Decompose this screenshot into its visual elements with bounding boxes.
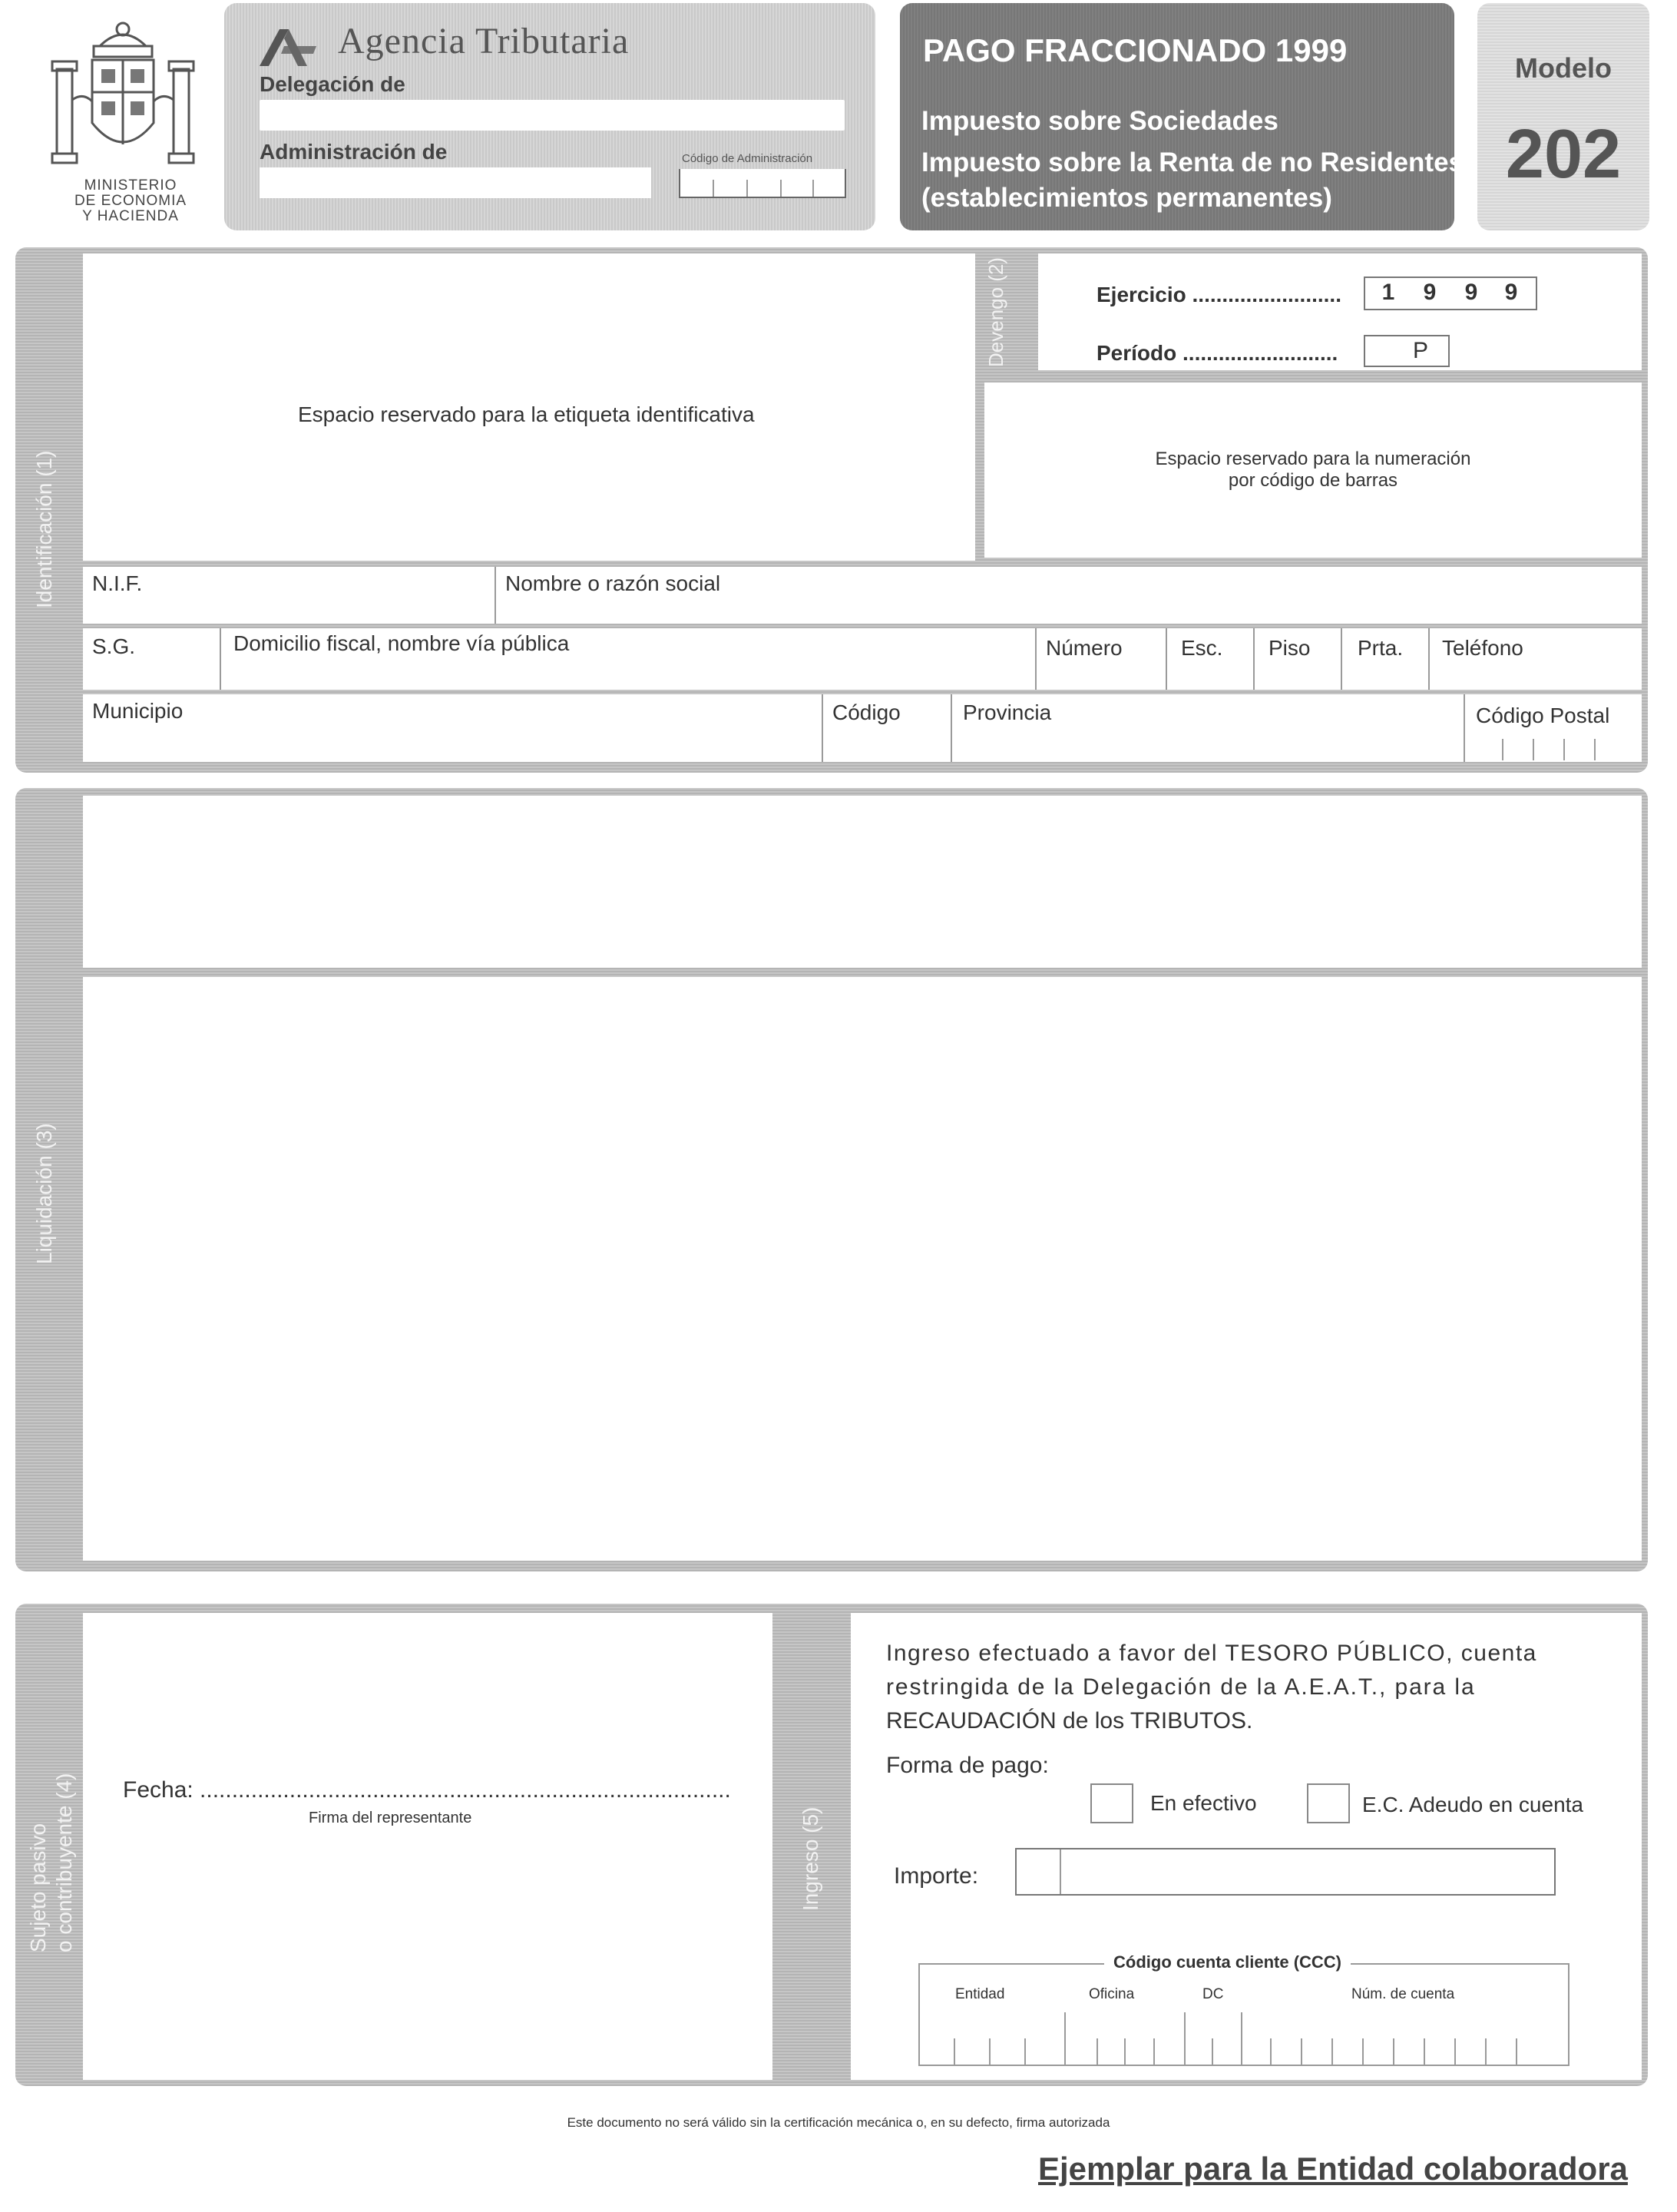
nif-row [83,567,1642,624]
tax-line-1: Impuesto sobre Sociedades [921,106,1278,136]
firma-label: Firma del representante [309,1810,472,1826]
periodo-label: Período .......................... [1096,341,1338,365]
ccc-oficina-label: Oficina [1089,1986,1135,2002]
sujeto-side-label-1: Sujeto pasivo [26,1823,50,1952]
ccc-title: Código cuenta cliente (CCC) [1104,1952,1351,1972]
importe-field[interactable] [1015,1848,1556,1896]
form-title: PAGO FRACCIONADO 1999 [923,32,1348,68]
sg-label: S.G. [92,634,136,658]
liquidacion-main-area [83,977,1642,1561]
esc-label: Esc. [1181,636,1223,660]
tax-line-2: Impuesto sobre la Renta de no Residentes [921,147,1464,177]
sujeto-area [83,1613,772,2080]
ingreso-area [851,1613,1642,2080]
importe-label: Importe: [894,1863,979,1889]
modelo-number: 202 [1505,116,1622,193]
barcode-area [984,382,1642,558]
adeudo-checkbox[interactable] [1307,1783,1350,1823]
ministry-line-3: Y HACIENDA [82,208,179,224]
ccc-field[interactable] [918,1952,1570,2066]
codigo-administracion-label: Código de Administración [682,152,813,165]
agency-logo-icon [253,23,322,69]
adeudo-label: E.C. Adeudo en cuenta [1362,1793,1583,1816]
nif-label: N.I.F. [92,571,143,595]
domicilio-row [83,628,1642,690]
identificacion-side-label: Identificación (1) [32,450,56,608]
efectivo-checkbox[interactable] [1090,1783,1133,1823]
ejercicio-digit-1: 1 [1381,280,1395,305]
ingreso-text-1: Ingreso efectuado a favor del TESORO PÚBLICO, cuenta [886,1641,1537,1666]
identificacion-section [15,247,1648,773]
delegacion-field[interactable] [260,100,845,131]
etiqueta-area [83,253,975,561]
delegacion-label: Delegación de [260,72,405,96]
copy-designation: Ejemplar para la Entidad colaboradora [1038,2151,1628,2187]
nombre-label: Nombre o razón social [505,571,721,595]
domicilio-label: Domicilio fiscal, nombre vía pública [233,631,570,655]
efectivo-label: En efectivo [1150,1791,1257,1815]
ministry-line-1: MINISTERIO [84,177,177,194]
agency-title: Agencia Tributaria [338,21,630,61]
forma-pago-label: Forma de pago: [886,1753,1049,1778]
ejercicio-field[interactable] [1364,276,1537,310]
liquidacion-top-area [83,796,1642,968]
devengo-side-label: Devengo (2) [984,257,1007,367]
administracion-field[interactable] [260,167,651,198]
liquidacion-section [15,788,1648,1571]
ejercicio-label: Ejercicio ......................... [1096,283,1341,306]
ministry-line-2: DE ECONOMIA [74,193,187,209]
ccc-cuenta-label: Núm. de cuenta [1351,1986,1455,2002]
ministry-name [46,178,215,224]
liquidacion-side-label: Liquidación (3) [32,1123,56,1264]
ccc-dc-label: DC [1202,1986,1224,2002]
coat-of-arms-icon [46,15,200,177]
tax-line-3: (establecimientos permanentes) [921,183,1332,213]
devengo-area [1038,253,1642,370]
ejercicio-digit-3: 9 [1464,280,1478,305]
validity-note: Este documento no será válido sin la certificación mecánica o, en su defecto, firma autorizada [567,2115,1110,2130]
prta-label: Prta. [1358,636,1404,660]
modelo-label: Modelo [1515,52,1612,84]
periodo-field[interactable] [1364,335,1450,367]
ingreso-side-label: Ingreso (5) [799,1806,822,1911]
ejercicio-digit-2: 9 [1423,280,1437,305]
periodo-value: P [1412,338,1428,363]
ejercicio-digit-4: 9 [1504,280,1518,305]
codigo-administracion-field[interactable] [679,169,846,198]
fecha-label: Fecha: ................................................................................... [123,1777,731,1803]
municipio-label: Municipio [92,699,184,723]
ingreso-text-3: RECAUDACIÓN de los TRIBUTOS. [886,1708,1253,1734]
barcode-text-2: por código de barras [1228,470,1398,491]
ingreso-text-2: restringida de la Delegación de la A.E.A.T., para la [886,1674,1476,1700]
provincia-label: Provincia [963,700,1052,724]
sujeto-side-label-2: o contribuyente (4) [52,1773,76,1952]
codigo-postal-label: Código Postal [1476,704,1610,727]
telefono-label: Teléfono [1442,636,1523,660]
municipio-row [83,694,1642,762]
ccc-entidad-label: Entidad [955,1986,1005,2002]
sujeto-ingreso-section [15,1604,1648,2086]
numero-label: Número [1046,636,1123,660]
administracion-label: Administración de [260,140,448,164]
piso-label: Piso [1268,636,1311,660]
codigo-label: Código [832,700,901,724]
etiqueta-text: Espacio reservado para la etiqueta identificativa [298,402,755,426]
barcode-text-1: Espacio reservado para la numeración [1155,449,1471,469]
